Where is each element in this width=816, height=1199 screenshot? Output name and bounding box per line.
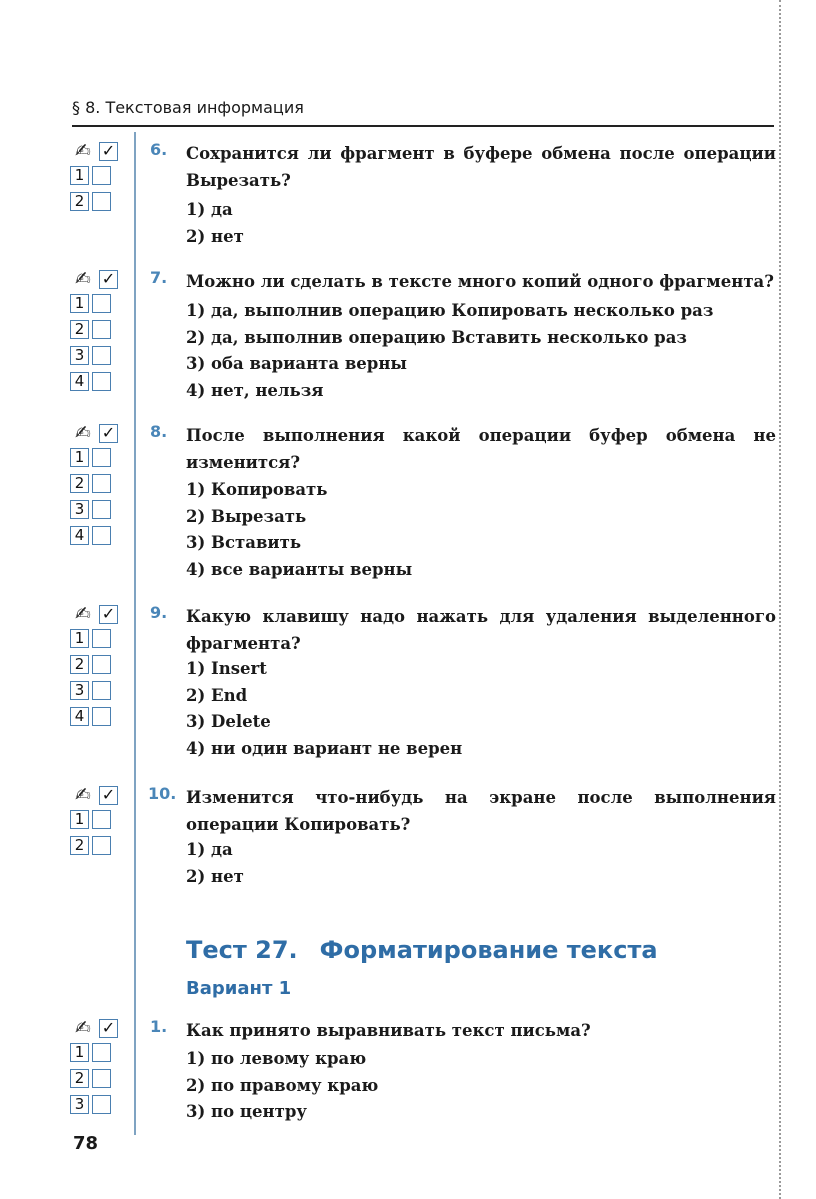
answer-checkbox[interactable] — [92, 707, 111, 726]
option: 1) Insert — [186, 659, 267, 678]
section-header: § 8. Текстовая информация — [72, 98, 304, 117]
answer-boxes — [70, 422, 126, 550]
question-number: 7. — [150, 268, 168, 287]
answer-checkbox[interactable] — [92, 166, 111, 185]
answer-checkbox[interactable] — [92, 448, 111, 467]
answer-box-number: 4 — [70, 372, 89, 391]
option: 3) по центру — [186, 1102, 307, 1121]
page-number: 78 — [73, 1133, 99, 1154]
answer-box-number: 3 — [70, 500, 89, 519]
check-icon: ✓ — [99, 424, 118, 443]
question-text: Можно ли сделать в тексте много копий одного фрагмента? — [186, 272, 774, 291]
pencil-icon: ✍ — [75, 1017, 91, 1039]
answer-box-number: 2 — [70, 320, 89, 339]
answer-box-number: 1 — [70, 166, 89, 185]
pencil-icon: ✍ — [75, 603, 91, 625]
answer-checkbox[interactable] — [92, 1069, 111, 1088]
question-number: 1. — [150, 1017, 168, 1036]
question-number: 8. — [150, 422, 168, 441]
answer-checkbox[interactable] — [92, 681, 111, 700]
question-text: Какую клавишу надо нажать для удаления выделенного фрагмента? — [186, 607, 776, 653]
answer-box-number: 1 — [70, 294, 89, 313]
option-list — [186, 298, 713, 404]
answer-checkbox[interactable] — [92, 474, 111, 493]
answer-box-number: 1 — [70, 810, 89, 829]
option-list — [186, 837, 244, 890]
answer-checkbox[interactable] — [92, 294, 111, 313]
option: 1) да — [186, 200, 233, 219]
margin-rule — [134, 132, 136, 1135]
answer-checkbox[interactable] — [92, 372, 111, 391]
answer-box-number: 4 — [70, 526, 89, 545]
answer-box-number: 3 — [70, 346, 89, 365]
check-icon: ✓ — [99, 1019, 118, 1038]
answer-checkbox[interactable] — [92, 192, 111, 211]
question-number: 9. — [150, 603, 168, 622]
question-text: После выполнения какой операции буфер обмена не изменится? — [186, 426, 776, 472]
option: 2) нет — [186, 226, 244, 246]
answer-checkbox[interactable] — [92, 810, 111, 829]
answer-boxes — [70, 140, 126, 216]
option-list — [186, 656, 462, 762]
page-edge-dotted-line — [779, 0, 781, 1199]
answer-checkbox[interactable] — [92, 346, 111, 365]
variant-heading: Вариант 1 — [186, 978, 292, 999]
option: 2) по правому краю — [186, 1075, 379, 1095]
question-number: 6. — [150, 140, 168, 159]
option: 4) нет, нельзя — [186, 380, 324, 400]
option: 2) нет — [186, 866, 244, 886]
option-list — [186, 1046, 378, 1126]
pencil-icon: ✍ — [75, 140, 91, 162]
option: 1) да, выполнив операцию Копировать несколько раз — [186, 301, 714, 320]
option: 2) End — [186, 685, 248, 705]
option: 4) ни один вариант не верен — [186, 738, 463, 758]
question-text: Изменится что-нибудь на экране после выполнения операции Копировать? — [186, 788, 776, 834]
answer-box-number: 4 — [70, 707, 89, 726]
question-text: Сохранится ли фрагмент в буфере обмена после операции Вырезать? — [186, 144, 776, 190]
answer-box-number: 2 — [70, 655, 89, 674]
check-icon: ✓ — [99, 605, 118, 624]
answer-checkbox[interactable] — [92, 836, 111, 855]
answer-box-number: 1 — [70, 448, 89, 467]
answer-box-number: 2 — [70, 474, 89, 493]
option: 2) да, выполнив операцию Вставить несколько раз — [186, 327, 687, 347]
option: 1) Копировать — [186, 480, 328, 499]
option: 1) по левому краю — [186, 1049, 367, 1068]
question-number: 10. — [148, 784, 177, 803]
answer-box-number: 2 — [70, 836, 89, 855]
answer-boxes — [70, 1017, 126, 1119]
pencil-icon: ✍ — [75, 784, 91, 806]
option: 2) Вырезать — [186, 506, 307, 526]
answer-checkbox[interactable] — [92, 629, 111, 648]
check-icon: ✓ — [99, 786, 118, 805]
answer-box-number: 1 — [70, 629, 89, 648]
question-text: Как принято выравнивать текст письма? — [186, 1021, 591, 1040]
answer-boxes — [70, 268, 126, 396]
answer-box-number: 3 — [70, 1095, 89, 1114]
answer-checkbox[interactable] — [92, 526, 111, 545]
answer-box-number: 2 — [70, 192, 89, 211]
answer-checkbox[interactable] — [92, 655, 111, 674]
check-icon: ✓ — [99, 270, 118, 289]
answer-box-number: 2 — [70, 1069, 89, 1088]
answer-checkbox[interactable] — [92, 1043, 111, 1062]
option: 3) Delete — [186, 712, 271, 731]
option: 1) да — [186, 840, 233, 859]
answer-checkbox[interactable] — [92, 320, 111, 339]
test-heading — [186, 936, 658, 964]
option: 4) все варианты верны — [186, 559, 413, 579]
answer-checkbox[interactable] — [92, 500, 111, 519]
header-divider — [72, 125, 774, 127]
pencil-icon: ✍ — [75, 268, 91, 290]
answer-boxes — [70, 784, 126, 860]
option-list — [186, 197, 244, 250]
option-list — [186, 477, 412, 583]
answer-box-number: 1 — [70, 1043, 89, 1062]
check-icon: ✓ — [99, 142, 118, 161]
answer-boxes — [70, 603, 126, 731]
answer-checkbox[interactable] — [92, 1095, 111, 1114]
test-title: Форматирование текста — [319, 936, 658, 964]
pencil-icon: ✍ — [75, 422, 91, 444]
test-number: Тест 27. — [186, 936, 298, 964]
answer-box-number: 3 — [70, 681, 89, 700]
option: 3) оба варианта верны — [186, 354, 407, 373]
option: 3) Вставить — [186, 533, 302, 552]
